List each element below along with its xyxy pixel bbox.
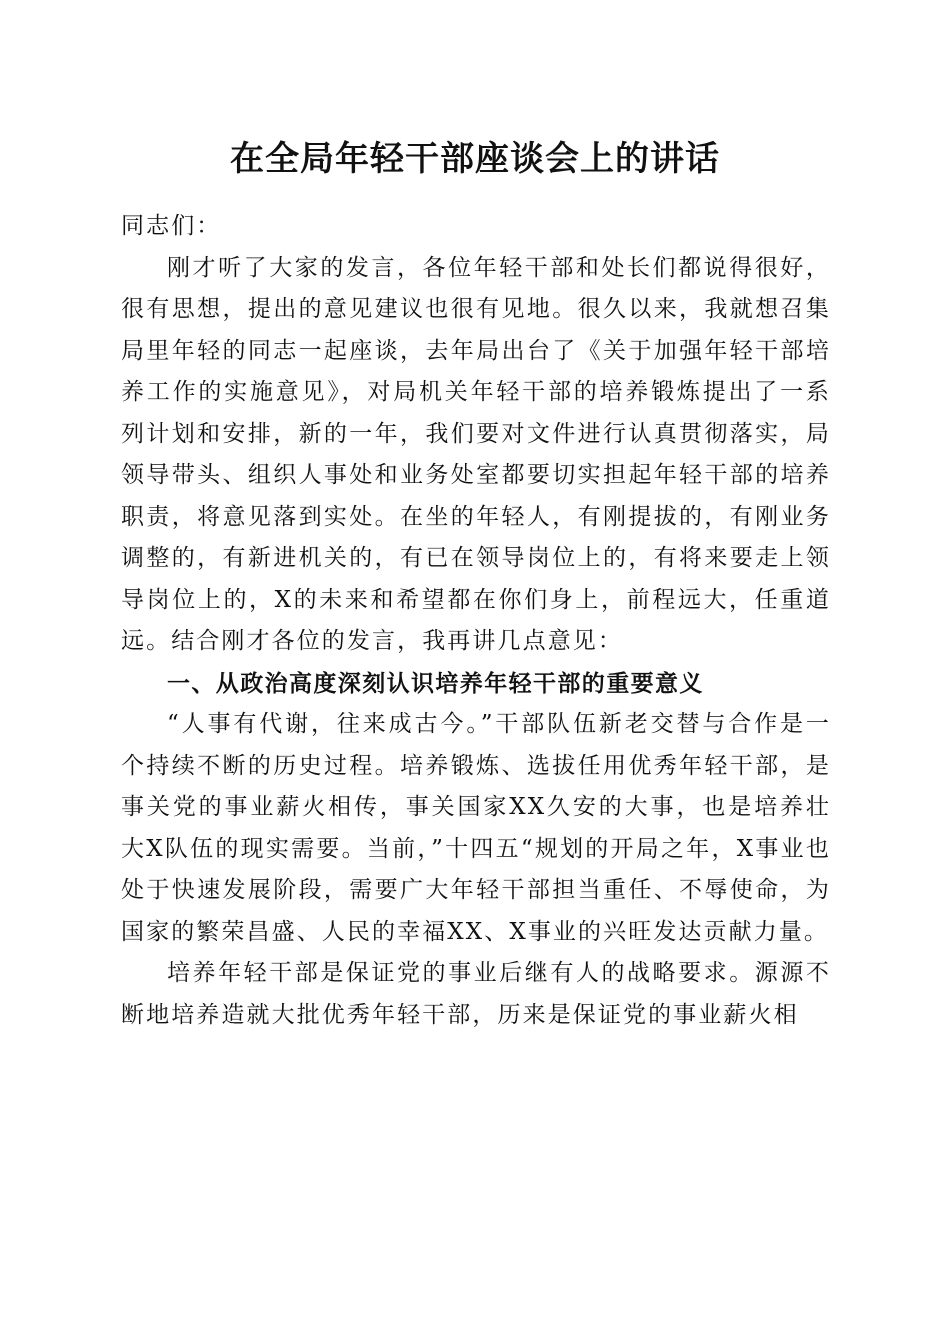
paragraph-intro: 刚才听了大家的发言，各位年轻干部和处长们都说得很好，很有思想，提出的意见建议也很有见地。很久以来，我就想召集局里年轻的同志一起座谈，去年局出台了《关于加强年轻干部培养工作的实施意见》，对局机关年轻干部的培养锻炼提出了一系列计划和安排，新的一年，我们要对文件进行认真贯彻落实，局领导带头、组织人事处和业务处室都要切实担起年轻干部的培养职责，将意见落到实处。在坐的年轻人，有刚提拔的，有刚业务调整的，有新进机关的，有已在领导岗位上的，有将来要走上领导岗位上的，X的未来和希望都在你们身上，前程远大，任重道远。结合刚才各位的发言，我再讲几点意见： [121, 254, 831, 654]
document-body [121, 206, 831, 1036]
paragraph-strategy: 培养年轻干部是保证党的事业后继有人的战略要求。源源不断地培养造就大批优秀年轻干部，历来是保证党的事业薪火相 [121, 960, 831, 1028]
section-heading: 一、从政治高度深刻认识培养年轻干部的重要意义 [167, 669, 704, 697]
document-title: 在全局年轻干部座谈会上的讲话 [230, 139, 720, 179]
paragraph-quote: “人事有代谢，往来成古今。”干部队伍新老交替与合作是一个持续不断的历史过程。培养锻炼、选拔任用优秀年轻干部，是事关党的事业薪火相传，事关国家XX久安的大事，也是培养壮大X队伍的现实需要。当前，”十四五“规划的开局之年，X事业也处于快速发展阶段，需要广大年轻干部担当重任、不辱使命，为国家的繁荣昌盛、人民的幸福XX、X事业的兴旺发达贡献力量。 [121, 711, 831, 945]
salutation: 同志们： [121, 213, 222, 239]
